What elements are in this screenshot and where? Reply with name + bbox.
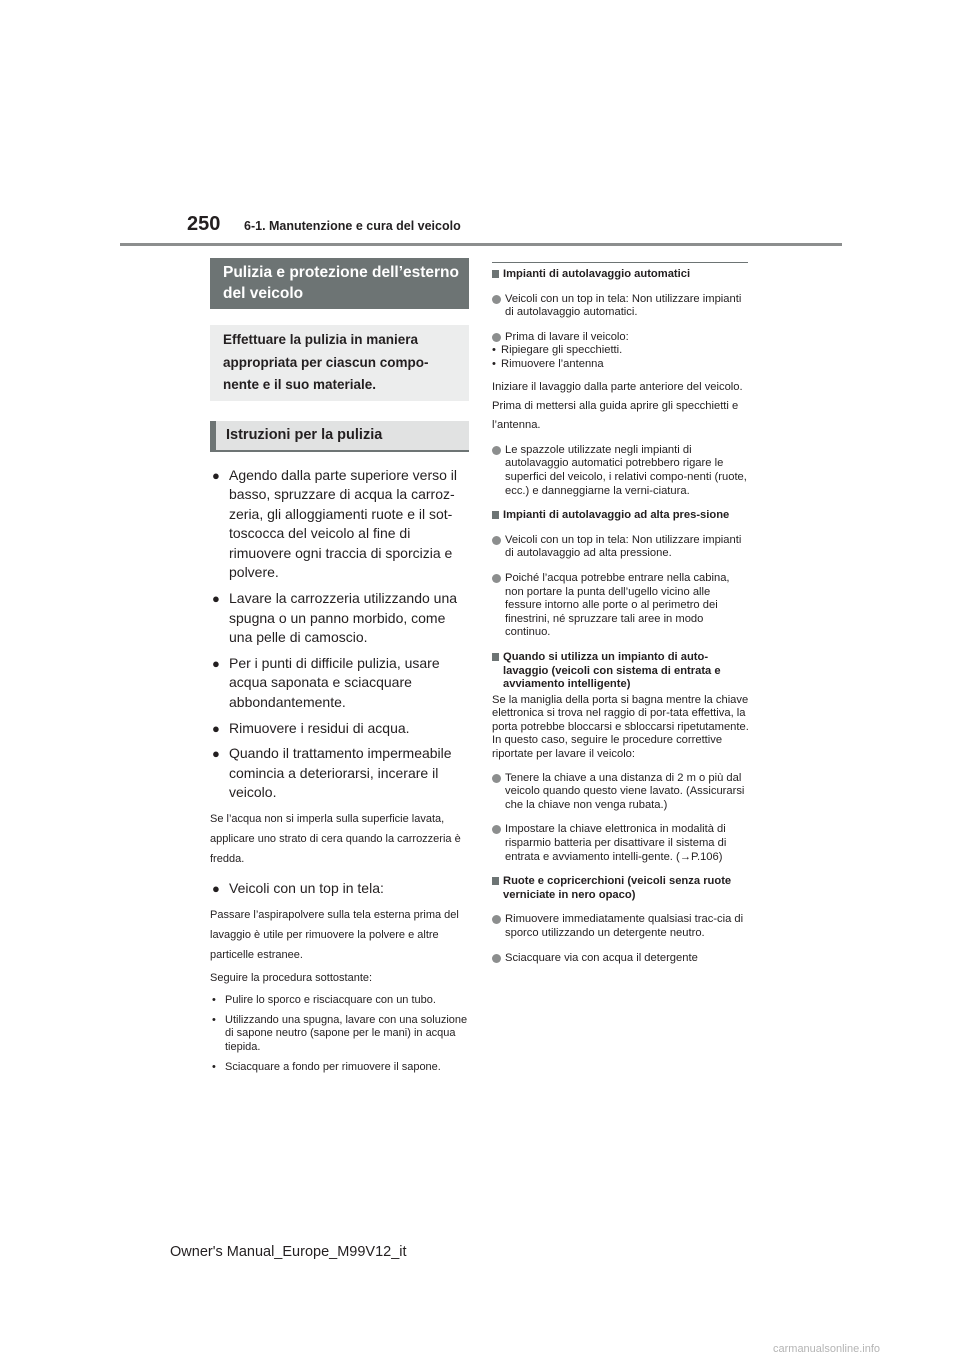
wheels-heading: Ruote e copricerchioni (veicoli senza ruote verniciate in nero opaco) bbox=[492, 875, 750, 902]
header-divider bbox=[120, 243, 842, 246]
circle-bullet-icon bbox=[492, 915, 501, 924]
square-bullet-icon bbox=[492, 511, 499, 519]
list-item: • Ripiegare gli specchietti. bbox=[492, 344, 623, 357]
square-bullet-icon bbox=[492, 270, 499, 278]
procedure-list bbox=[210, 994, 469, 1075]
list-item: • Sciacquare a fondo per rimuovere il sapone. bbox=[212, 1061, 441, 1074]
list-item: • Utilizzando una spugna, lavare con una soluzione di sapone neutro (sapone per le mani) in acqua tiepida. bbox=[212, 1014, 468, 1053]
chapter-title: 6-1. Manutenzione e cura del veicolo bbox=[244, 219, 461, 233]
list-item-canvas-top: ● Veicoli con un top in tela: bbox=[210, 879, 469, 899]
subsection-title: Istruzioni per la pulizia bbox=[210, 421, 469, 452]
circle-bullet-icon bbox=[492, 574, 501, 583]
right-column bbox=[492, 262, 750, 976]
list-item: Impostare la chiave elettronica in modalità di risparmio batteria per disattivare il sistema di entrata e avviamento intelli-gente. (→P.106) bbox=[492, 823, 750, 864]
front-first-note: Iniziare il lavaggio dalla parte anteriore del veicolo. Prima di mettersi alla guida aprire gli specchietti e l’antenna. bbox=[492, 380, 743, 432]
column-divider bbox=[492, 262, 748, 263]
left-column bbox=[210, 258, 469, 1082]
high-pressure-heading: Impianti di autolavaggio ad alta pres-sione bbox=[492, 509, 750, 523]
bullet-icon: ● bbox=[212, 881, 220, 896]
list-item: ● Quando il trattamento impermeabile comincia a deteriorarsi, incerare il veicolo. bbox=[212, 745, 452, 801]
intro-box: Effettuare la pulizia in maniera appropriata per ciascun compo-nente e il suo materiale. bbox=[210, 325, 469, 401]
mirror-antenna-steps bbox=[492, 344, 750, 371]
list-item: Sciacquare via con acqua il detergente bbox=[492, 952, 750, 966]
bullet-icon: ● bbox=[212, 467, 220, 483]
list-item: Veicoli con un top in tela: Non utilizzare impianti di autolavaggio ad alta pressione. bbox=[492, 534, 750, 561]
square-bullet-icon bbox=[492, 877, 499, 885]
circle-bullet-icon bbox=[492, 536, 501, 545]
page-number: 250 bbox=[187, 213, 221, 235]
canvas-note: Passare l’aspirapolvere sulla tela esterna prima del lavaggio è utile per rimuovere la polvere e altre particelle estranee. bbox=[210, 908, 459, 961]
list-item: Le spazzole utilizzate negli impianti di autolavaggio automatici potrebbero rigare le superfici del veicolo, i relativi compo-nenti (ruote, ecc.) e danneggiarne la verni-ciatura. bbox=[492, 444, 750, 498]
bullet-icon: ● bbox=[212, 591, 220, 607]
auto-wash-heading: Impianti di autolavaggio automatici bbox=[492, 268, 750, 282]
bullet-icon: ● bbox=[212, 655, 220, 671]
cleaning-instructions-list bbox=[210, 466, 469, 804]
procedure-intro: Seguire la procedura sottostante: bbox=[210, 971, 373, 984]
list-item: • Pulire lo sporco e risciacquare con un tubo. bbox=[212, 993, 436, 1006]
section-title: Pulizia e protezione dell’esterno del veicolo bbox=[210, 258, 469, 309]
list-item: Rimuovere immediatamente qualsiasi trac-cia di sporco utilizzando un detergente neutro. bbox=[492, 913, 750, 940]
circle-bullet-icon bbox=[492, 333, 501, 342]
list-item: • Rimuovere l’antenna bbox=[492, 357, 604, 370]
bullet-icon: ● bbox=[212, 720, 220, 736]
list-item: ● Agendo dalla parte superiore verso il basso, spruzzare di acqua la carroz-zeria, gli alloggiamenti ruote e il sot-toscocca del veicolo al fine di rimuovere ogni traccia di sporcizia e polvere. bbox=[212, 466, 458, 581]
circle-bullet-icon bbox=[492, 825, 501, 834]
circle-bullet-icon bbox=[492, 295, 501, 304]
list-item: Poiché l’acqua potrebbe entrare nella cabina, non portare la punta dell’ugello vicino alle fessure intorno alle porte o al perimetro dei finestrini, né spruzzare tali aree in modo continuo. bbox=[492, 572, 750, 640]
list-item: Tenere la chiave a una distanza di 2 m o più dal veicolo quando questo viene lavato. (Assicurarsi che la chiave non venga rubata.) bbox=[492, 772, 750, 813]
smart-entry-heading: Quando si utilizza un impianto di auto-lavaggio (veicoli con sistema di entrata e avviamento intelligente) bbox=[492, 651, 750, 692]
footer-manual-id: Owner's Manual_Europe_M99V12_it bbox=[170, 1244, 407, 1260]
wax-note: Se l’acqua non si imperla sulla superficie lavata, applicare uno strato di cera quando la carrozzeria è fredda. bbox=[210, 813, 461, 865]
list-item: Veicoli con un top in tela: Non utilizzare impianti di autolavaggio automatici. bbox=[492, 293, 750, 320]
list-item: Prima di lavare il veicolo: bbox=[492, 331, 750, 345]
page-reference-link[interactable]: →P.106 bbox=[679, 850, 719, 863]
circle-bullet-icon bbox=[492, 774, 501, 783]
list-item: ● Lavare la carrozzeria utilizzando una spugna o un panno morbido, come una pelle di camoscio. bbox=[212, 590, 458, 646]
list-item: ● Per i punti di difficile pulizia, usare acqua saponata e sciacquare abbondantemente. bbox=[212, 654, 440, 711]
watermark: carmanualsonline.info bbox=[773, 1343, 881, 1355]
list-item: ● Rimuovere i residui di acqua. bbox=[210, 719, 469, 739]
bullet-icon: ● bbox=[212, 746, 220, 762]
circle-bullet-icon bbox=[492, 446, 501, 455]
smart-entry-paragraph: Se la maniglia della porta si bagna mentre la chiave elettronica si trova nel raggio di por-tata effettiva, la porta potrebbe bloccarsi e sbloccarsi ripetutamente. In questo caso, seguire le procedure correttive riportate per lavare il veicolo: bbox=[492, 693, 749, 761]
circle-bullet-icon bbox=[492, 954, 501, 963]
square-bullet-icon bbox=[492, 653, 499, 661]
